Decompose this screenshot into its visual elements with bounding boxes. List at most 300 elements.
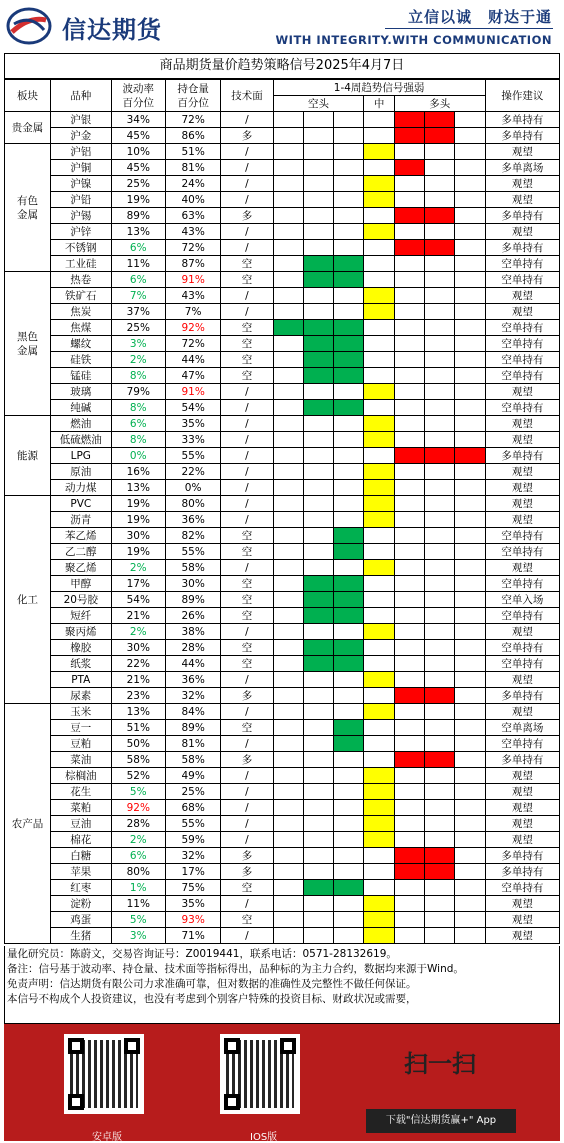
open-interest-cell: 72% — [165, 336, 220, 352]
remark: 备注：信号基于波动率、持仓量、技术面等指标得出，品种标的为主力合约，数据均来源于Wind。 — [7, 963, 464, 975]
signal-cell — [334, 800, 364, 816]
variety-cell: 菜油 — [50, 752, 111, 768]
volatility-cell: 89% — [111, 208, 165, 224]
signal-cell — [455, 432, 485, 448]
technical-cell: / — [221, 384, 273, 400]
signal-cell — [334, 832, 364, 848]
android-label: 安卓版 — [92, 1132, 122, 1143]
open-interest-cell: 32% — [165, 688, 220, 704]
volatility-cell: 11% — [111, 896, 165, 912]
signal-cell — [364, 688, 394, 704]
volatility-cell: 10% — [111, 144, 165, 160]
table-row — [5, 720, 560, 736]
open-interest-cell: 87% — [165, 256, 220, 272]
signal-cell — [303, 720, 333, 736]
technical-cell: / — [221, 144, 273, 160]
signal-cell — [455, 416, 485, 432]
signal-cell — [273, 512, 303, 528]
signal-cell — [303, 416, 333, 432]
signal-cell — [303, 880, 333, 896]
signal-cell — [455, 320, 485, 336]
signal-cell — [273, 464, 303, 480]
signal-cell — [334, 656, 364, 672]
signal-cell — [455, 640, 485, 656]
signal-cell — [364, 368, 394, 384]
table-row — [5, 512, 560, 528]
signal-cell — [394, 656, 424, 672]
open-interest-cell: 44% — [165, 352, 220, 368]
table-row — [5, 288, 560, 304]
variety-cell: 豆油 — [50, 816, 111, 832]
signal-cell — [364, 880, 394, 896]
col-header-open-interest: 持仓量 百分位 — [165, 80, 220, 112]
signal-cell — [303, 176, 333, 192]
table-row — [5, 416, 560, 432]
signal-cell — [303, 624, 333, 640]
signal-cell — [273, 496, 303, 512]
advice-cell: 空单离场 — [485, 720, 559, 736]
signal-cell — [303, 896, 333, 912]
variety-cell: 铁矿石 — [50, 288, 111, 304]
variety-cell: 玻璃 — [50, 384, 111, 400]
signal-cell — [425, 256, 455, 272]
signal-cell — [394, 832, 424, 848]
signal-cell — [303, 912, 333, 928]
technical-cell: / — [221, 160, 273, 176]
signal-cell — [273, 416, 303, 432]
volatility-cell: 37% — [111, 304, 165, 320]
signal-cell — [334, 720, 364, 736]
signal-cell — [273, 624, 303, 640]
advice-cell: 空单持有 — [485, 608, 559, 624]
signal-cell — [334, 176, 364, 192]
volatility-cell: 11% — [111, 256, 165, 272]
variety-cell: 聚乙烯 — [50, 560, 111, 576]
signal-cell — [394, 768, 424, 784]
signal-cell — [303, 160, 333, 176]
table-row — [5, 672, 560, 688]
variety-cell: 焦炭 — [50, 304, 111, 320]
variety-cell: 螺纹 — [50, 336, 111, 352]
technical-cell: / — [221, 496, 273, 512]
signal-cell — [455, 768, 485, 784]
signal-cell — [364, 672, 394, 688]
advice-cell: 观望 — [485, 480, 559, 496]
signal-cell — [364, 464, 394, 480]
signal-cell — [394, 336, 424, 352]
open-interest-cell: 43% — [165, 288, 220, 304]
signal-cell — [364, 480, 394, 496]
signal-cell — [364, 864, 394, 880]
open-interest-cell: 32% — [165, 848, 220, 864]
signal-cell — [303, 384, 333, 400]
volatility-cell: 51% — [111, 720, 165, 736]
signal-cell — [394, 432, 424, 448]
signal-cell — [334, 784, 364, 800]
advice-cell: 观望 — [485, 432, 559, 448]
signal-cell — [303, 256, 333, 272]
signal-cell — [394, 224, 424, 240]
advice-cell: 观望 — [485, 512, 559, 528]
signal-cell — [334, 752, 364, 768]
variety-cell: 棉花 — [50, 832, 111, 848]
variety-cell: 锰硅 — [50, 368, 111, 384]
table-row — [5, 928, 560, 944]
volatility-cell: 19% — [111, 496, 165, 512]
advice-cell: 多单持有 — [485, 240, 559, 256]
table-row — [5, 192, 560, 208]
signal-cell — [364, 496, 394, 512]
variety-cell: 沪镍 — [50, 176, 111, 192]
signal-cell — [303, 432, 333, 448]
open-interest-cell: 51% — [165, 144, 220, 160]
technical-cell: 空 — [221, 576, 273, 592]
signal-cell — [364, 848, 394, 864]
col-header-mid: 中 — [364, 96, 394, 112]
variety-cell: 沪铜 — [50, 160, 111, 176]
signal-cell — [303, 864, 333, 880]
signal-cell — [273, 848, 303, 864]
signal-cell — [425, 512, 455, 528]
col-header-long: 多头 — [394, 96, 485, 112]
signal-cell — [303, 672, 333, 688]
signal-cell — [394, 368, 424, 384]
table-row — [5, 848, 560, 864]
signal-cell — [455, 848, 485, 864]
table-row — [5, 560, 560, 576]
advice-cell: 观望 — [485, 912, 559, 928]
variety-cell: PVC — [50, 496, 111, 512]
signal-cell — [455, 880, 485, 896]
signal-cell — [394, 560, 424, 576]
signal-cell — [425, 400, 455, 416]
signal-cell — [303, 224, 333, 240]
signal-cell — [455, 816, 485, 832]
variety-cell: 燃油 — [50, 416, 111, 432]
signal-cell — [455, 448, 485, 464]
download-app-button[interactable]: 下载"信达期货赢+" App — [366, 1109, 516, 1133]
advice-cell: 多单持有 — [485, 448, 559, 464]
open-interest-cell: 43% — [165, 224, 220, 240]
signal-cell — [273, 592, 303, 608]
advice-cell: 观望 — [485, 560, 559, 576]
signal-cell — [364, 384, 394, 400]
signal-cell — [303, 688, 333, 704]
signal-cell — [273, 128, 303, 144]
table-row — [5, 800, 560, 816]
signal-cell — [364, 928, 394, 944]
signal-cell — [273, 400, 303, 416]
volatility-cell: 2% — [111, 352, 165, 368]
table-row — [5, 576, 560, 592]
technical-cell: 空 — [221, 544, 273, 560]
signal-cell — [425, 464, 455, 480]
signal-cell — [364, 272, 394, 288]
signal-cell — [455, 112, 485, 128]
signal-cell — [303, 736, 333, 752]
signal-cell — [303, 800, 333, 816]
signal-cell — [455, 304, 485, 320]
open-interest-cell: 26% — [165, 608, 220, 624]
volatility-cell: 52% — [111, 768, 165, 784]
signal-cell — [394, 208, 424, 224]
table-row — [5, 384, 560, 400]
open-interest-cell: 55% — [165, 816, 220, 832]
table-row — [5, 304, 560, 320]
sector-cell: 贵金属 — [5, 112, 51, 144]
advice-cell: 观望 — [485, 704, 559, 720]
signal-cell — [455, 928, 485, 944]
technical-cell: 空 — [221, 272, 273, 288]
technical-cell: / — [221, 816, 273, 832]
open-interest-cell: 91% — [165, 384, 220, 400]
signal-cell — [455, 704, 485, 720]
advice-cell: 空单入场 — [485, 592, 559, 608]
signal-cell — [364, 416, 394, 432]
technical-cell: / — [221, 432, 273, 448]
signal-cell — [273, 736, 303, 752]
signal-cell — [425, 816, 455, 832]
variety-cell: 橡胶 — [50, 640, 111, 656]
volatility-cell: 5% — [111, 784, 165, 800]
signal-cell — [425, 416, 455, 432]
signal-cell — [303, 272, 333, 288]
signal-cell — [303, 192, 333, 208]
signal-cell — [455, 288, 485, 304]
technical-cell: / — [221, 176, 273, 192]
variety-cell: 沪铅 — [50, 192, 111, 208]
technical-cell: 空 — [221, 336, 273, 352]
volatility-cell: 6% — [111, 416, 165, 432]
signal-cell — [334, 256, 364, 272]
signal-cell — [425, 496, 455, 512]
variety-cell: 红枣 — [50, 880, 111, 896]
signal-cell — [273, 896, 303, 912]
signal-cell — [425, 544, 455, 560]
signal-cell — [273, 672, 303, 688]
volatility-cell: 30% — [111, 640, 165, 656]
variety-cell: 原油 — [50, 464, 111, 480]
signal-cell — [364, 544, 394, 560]
variety-cell: 棕榈油 — [50, 768, 111, 784]
signal-cell — [334, 272, 364, 288]
signal-cell — [425, 288, 455, 304]
signal-cell — [273, 528, 303, 544]
col-header-short: 空头 — [273, 96, 364, 112]
signal-cell — [455, 272, 485, 288]
signal-cell — [394, 736, 424, 752]
table-row — [5, 528, 560, 544]
disclaimer-line-1: 免责声明：信达期货有限公司力求准确可靠，但对数据的准确性及完整性不做任何保证。 — [7, 978, 417, 990]
advice-cell: 空单持有 — [485, 576, 559, 592]
signal-cell — [425, 768, 455, 784]
signal-cell — [394, 272, 424, 288]
signal-cell — [273, 640, 303, 656]
variety-cell: 生猪 — [50, 928, 111, 944]
signal-cell — [394, 624, 424, 640]
signal-cell — [455, 896, 485, 912]
signal-cell — [334, 928, 364, 944]
signal-cell — [303, 288, 333, 304]
signal-cell — [425, 208, 455, 224]
signal-cell — [303, 576, 333, 592]
open-interest-cell: 38% — [165, 624, 220, 640]
table-row — [5, 656, 560, 672]
volatility-cell: 25% — [111, 176, 165, 192]
technical-cell: 多 — [221, 864, 273, 880]
signal-cell — [394, 864, 424, 880]
signal-cell — [303, 208, 333, 224]
open-interest-cell: 36% — [165, 672, 220, 688]
volatility-cell: 8% — [111, 400, 165, 416]
signal-cell — [334, 640, 364, 656]
technical-cell: 多 — [221, 688, 273, 704]
signal-cell — [425, 832, 455, 848]
variety-cell: 硅铁 — [50, 352, 111, 368]
open-interest-cell: 58% — [165, 560, 220, 576]
sector-cell: 能源 — [5, 416, 51, 496]
variety-cell: 沪铝 — [50, 144, 111, 160]
signal-cell — [303, 144, 333, 160]
signal-cell — [303, 448, 333, 464]
signal-cell — [334, 896, 364, 912]
volatility-cell: 30% — [111, 528, 165, 544]
table-row — [5, 160, 560, 176]
technical-cell: / — [221, 464, 273, 480]
advice-cell: 观望 — [485, 672, 559, 688]
volatility-cell: 6% — [111, 240, 165, 256]
signal-cell — [334, 240, 364, 256]
table-row — [5, 336, 560, 352]
advice-cell: 空单持有 — [485, 656, 559, 672]
volatility-cell: 19% — [111, 544, 165, 560]
signal-cell — [334, 112, 364, 128]
signal-cell — [364, 816, 394, 832]
table-row — [5, 832, 560, 848]
variety-cell: 鸡蛋 — [50, 912, 111, 928]
signal-cell — [394, 256, 424, 272]
signal-cell — [455, 400, 485, 416]
variety-cell: 尿素 — [50, 688, 111, 704]
signal-cell — [273, 240, 303, 256]
signal-cell — [425, 528, 455, 544]
variety-cell: 淀粉 — [50, 896, 111, 912]
signal-cell — [425, 336, 455, 352]
variety-cell: 沥青 — [50, 512, 111, 528]
signal-cell — [425, 640, 455, 656]
signal-cell — [455, 496, 485, 512]
signal-cell — [303, 560, 333, 576]
android-qr-code[interactable] — [64, 1034, 144, 1114]
sector-cell: 化工 — [5, 496, 51, 704]
signal-cell — [364, 320, 394, 336]
signal-cell — [455, 800, 485, 816]
table-row — [5, 128, 560, 144]
signal-cell — [273, 768, 303, 784]
signal-cell — [273, 352, 303, 368]
signal-cell — [394, 544, 424, 560]
variety-cell: 菜粕 — [50, 800, 111, 816]
signal-cell — [303, 304, 333, 320]
open-interest-cell: 55% — [165, 544, 220, 560]
signal-cell — [394, 784, 424, 800]
signal-cell — [394, 112, 424, 128]
signal-cell — [364, 176, 394, 192]
signal-cell — [455, 720, 485, 736]
advice-cell: 观望 — [485, 800, 559, 816]
advice-cell: 空单持有 — [485, 544, 559, 560]
company-logo — [6, 6, 52, 46]
open-interest-cell: 30% — [165, 576, 220, 592]
signal-cell — [334, 528, 364, 544]
volatility-cell: 92% — [111, 800, 165, 816]
table-row — [5, 432, 560, 448]
technical-cell: / — [221, 672, 273, 688]
signal-cell — [394, 752, 424, 768]
signal-cell — [394, 672, 424, 688]
signal-cell — [455, 464, 485, 480]
open-interest-cell: 81% — [165, 160, 220, 176]
table-row — [5, 640, 560, 656]
technical-cell: 空 — [221, 528, 273, 544]
signal-cell — [334, 688, 364, 704]
signal-cell — [334, 192, 364, 208]
col-header-variety: 品种 — [50, 80, 111, 112]
signal-cell — [334, 736, 364, 752]
advice-cell: 观望 — [485, 176, 559, 192]
volatility-cell: 6% — [111, 272, 165, 288]
signal-cell — [394, 576, 424, 592]
advice-cell: 多单持有 — [485, 112, 559, 128]
col-header-technical: 技术面 — [221, 80, 273, 112]
signal-cell — [364, 592, 394, 608]
advice-cell: 观望 — [485, 384, 559, 400]
signal-cell — [364, 304, 394, 320]
signal-cell — [425, 128, 455, 144]
signal-cell — [394, 464, 424, 480]
signal-cell — [425, 272, 455, 288]
table-row — [5, 320, 560, 336]
technical-cell: 多 — [221, 848, 273, 864]
advice-cell: 多单持有 — [485, 848, 559, 864]
signal-cell — [425, 192, 455, 208]
signal-cell — [303, 112, 333, 128]
signal-cell — [394, 480, 424, 496]
variety-cell: 工业硅 — [50, 256, 111, 272]
advice-cell: 观望 — [485, 288, 559, 304]
notes — [4, 946, 560, 1024]
signal-cell — [334, 448, 364, 464]
signal-cell — [364, 512, 394, 528]
table-row — [5, 768, 560, 784]
volatility-cell: 34% — [111, 112, 165, 128]
signal-cell — [394, 640, 424, 656]
signal-cell — [425, 896, 455, 912]
signal-cell — [273, 656, 303, 672]
signal-cell — [364, 720, 394, 736]
signal-cell — [273, 144, 303, 160]
signal-cell — [425, 592, 455, 608]
signal-cell — [334, 608, 364, 624]
open-interest-cell: 36% — [165, 512, 220, 528]
signal-cell — [425, 736, 455, 752]
ios-qr-code[interactable] — [220, 1034, 300, 1114]
variety-cell: 聚丙烯 — [50, 624, 111, 640]
advice-cell: 多单持有 — [485, 208, 559, 224]
variety-cell: 不锈钢 — [50, 240, 111, 256]
technical-cell: 空 — [221, 912, 273, 928]
signal-cell — [455, 560, 485, 576]
